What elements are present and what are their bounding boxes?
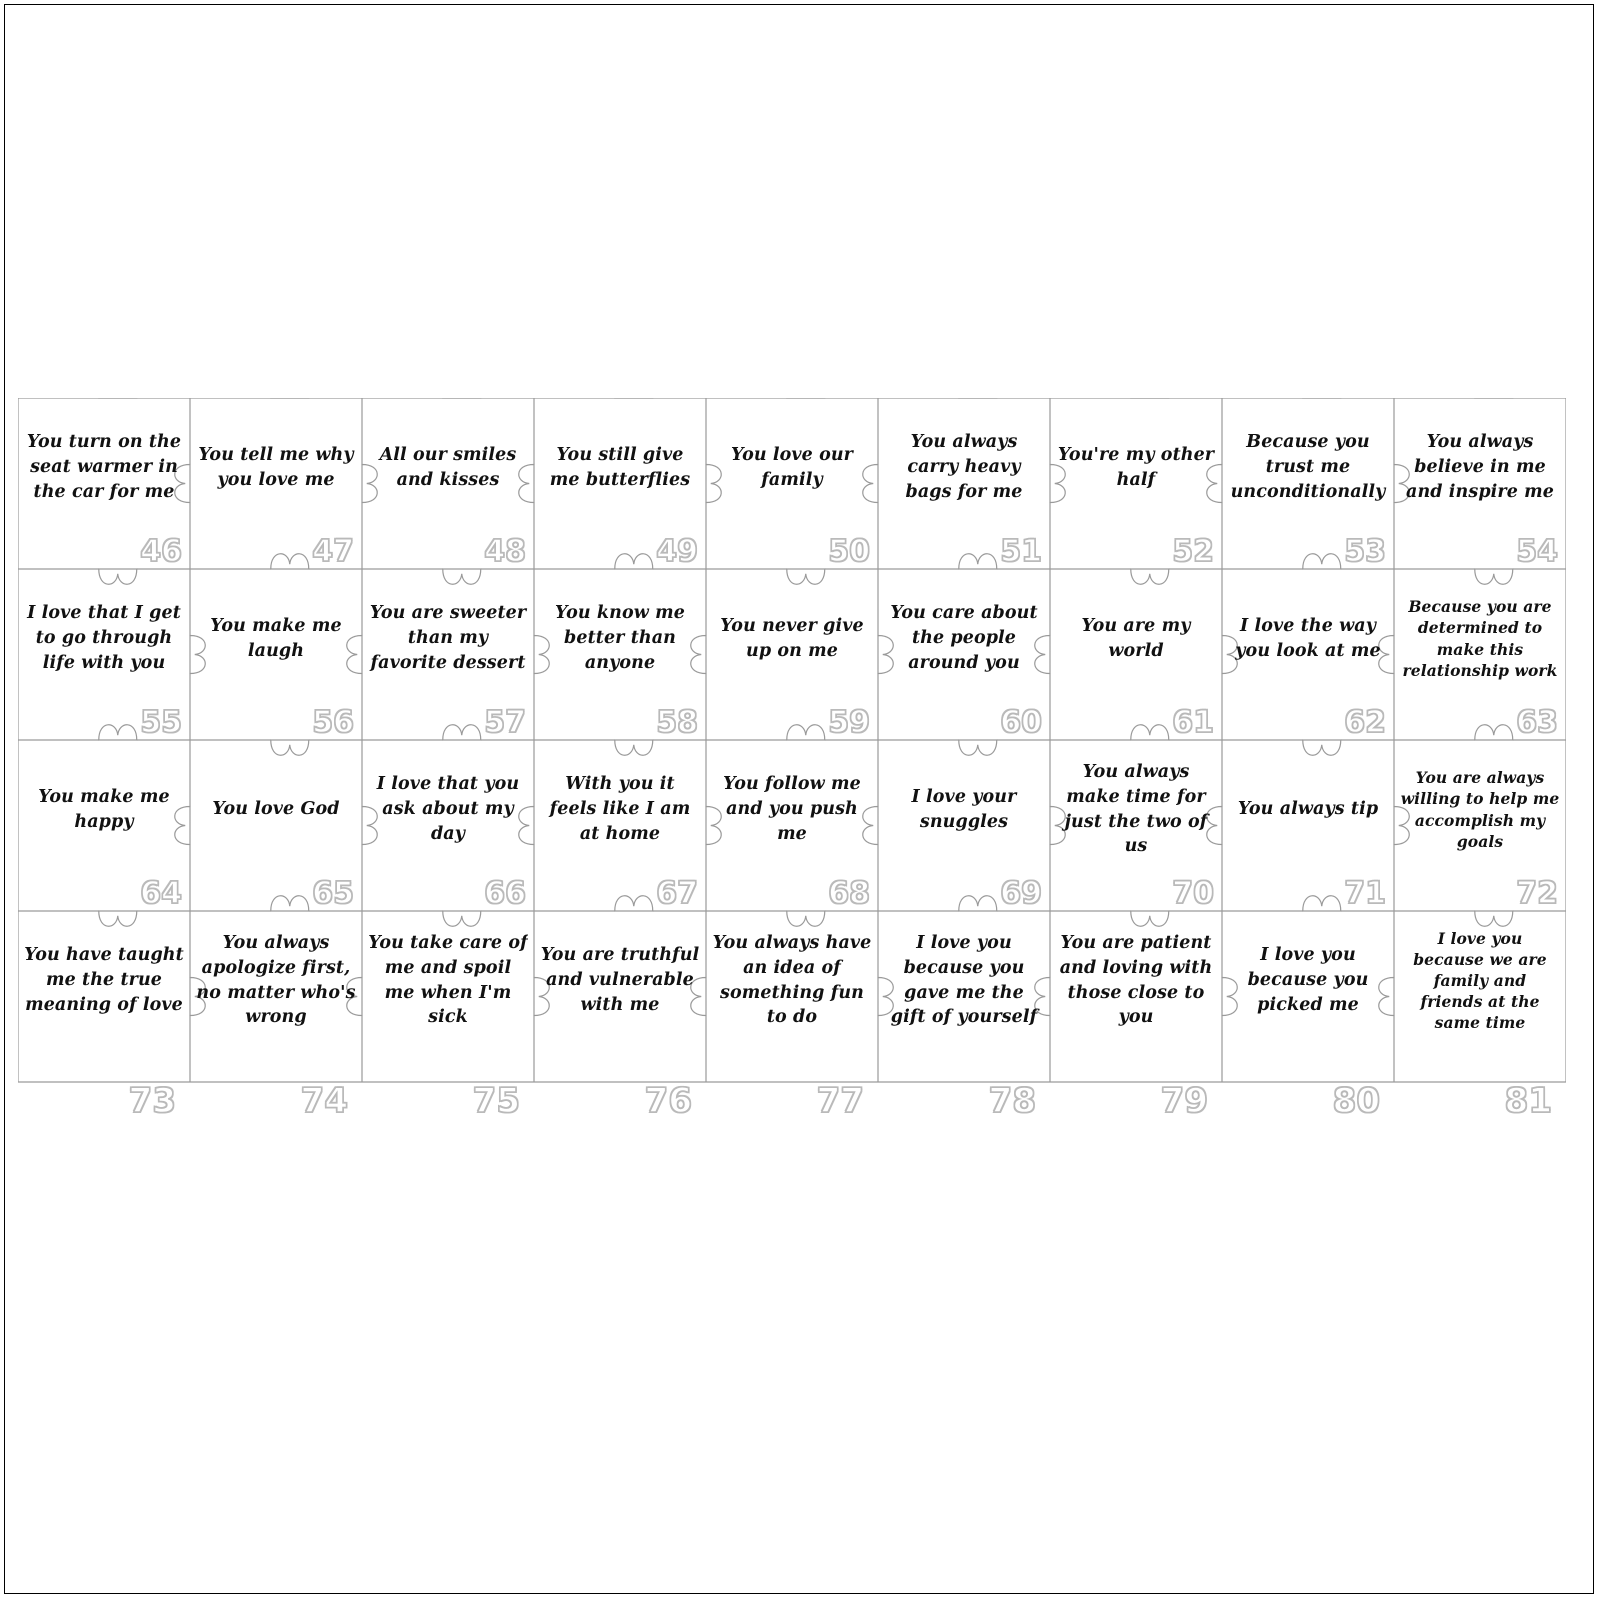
piece-text: You make me laugh (210, 615, 342, 661)
puzzle-piece[interactable] (1394, 398, 1566, 569)
piece-text: I love you because you gave me the gift of yourself (890, 932, 1038, 1028)
puzzle-piece[interactable] (706, 911, 878, 1121)
puzzle-piece[interactable] (18, 740, 190, 911)
piece-text: You always carry heavy bags for me (905, 432, 1023, 502)
piece-text: You make me happy (38, 786, 170, 832)
puzzle-grid (18, 398, 1566, 1126)
puzzle-piece[interactable] (1050, 398, 1222, 569)
piece-number: 74 (300, 1081, 348, 1121)
piece-text: You are sweeter than my favorite dessert (369, 603, 527, 673)
puzzle-piece[interactable] (878, 398, 1050, 569)
piece-number: 67 (656, 876, 698, 911)
piece-number: 81 (1504, 1081, 1552, 1121)
puzzle-piece[interactable] (190, 911, 362, 1121)
piece-text: You always have an idea of something fun to do (712, 932, 872, 1028)
piece-number: 66 (484, 876, 526, 911)
piece-number: 54 (1516, 534, 1558, 569)
piece-number: 64 (140, 876, 182, 911)
puzzle-piece[interactable] (1394, 569, 1566, 740)
piece-number: 51 (1000, 534, 1042, 569)
piece-text: You care about the people around you (890, 603, 1038, 673)
puzzle-piece[interactable] (1394, 740, 1566, 911)
puzzle-piece[interactable] (534, 740, 706, 911)
piece-number: 56 (312, 705, 354, 740)
piece-number: 75 (472, 1081, 520, 1121)
puzzle-piece[interactable] (534, 569, 706, 740)
piece-number: 58 (656, 705, 698, 740)
puzzle-piece[interactable] (1222, 398, 1394, 569)
piece-number: 53 (1344, 534, 1386, 569)
piece-text: I love your snuggles (911, 786, 1017, 832)
piece-text: You're my other half (1057, 444, 1215, 490)
piece-text: You are my world (1081, 615, 1191, 661)
piece-text: I love the way you look at me (1235, 615, 1381, 661)
puzzle-piece[interactable] (534, 398, 706, 569)
puzzle-piece[interactable] (362, 398, 534, 569)
piece-text: You have taught me the true meaning of love (24, 945, 184, 1015)
piece-text: You are always willing to help me accomplish my goals (1400, 768, 1560, 851)
puzzle-piece[interactable] (706, 569, 878, 740)
piece-text: I love that you ask about my day (376, 774, 520, 844)
piece-text: You love our family (731, 444, 853, 490)
piece-number: 60 (1000, 705, 1042, 740)
piece-text: You know me better than anyone (555, 603, 685, 673)
piece-text: You turn on the seat warmer in the car for me (26, 432, 182, 502)
piece-text: I love you because we are family and friends at the same time (1413, 928, 1547, 1033)
piece-number: 52 (1172, 534, 1214, 569)
puzzle-piece[interactable] (878, 569, 1050, 740)
piece-number: 57 (484, 705, 526, 740)
puzzle-piece[interactable] (1222, 911, 1394, 1121)
puzzle-board (18, 398, 1566, 1158)
piece-text: I love you because you picked me (1247, 945, 1369, 1015)
piece-number: 55 (140, 705, 182, 740)
puzzle-piece[interactable] (1222, 740, 1394, 911)
piece-number: 49 (656, 534, 698, 569)
piece-number: 69 (1000, 876, 1042, 911)
piece-number: 73 (128, 1081, 176, 1121)
piece-text: All our smiles and kisses (379, 444, 517, 490)
puzzle-piece[interactable] (18, 911, 190, 1121)
piece-number: 62 (1344, 705, 1386, 740)
piece-text: You are patient and loving with those close to you (1059, 932, 1213, 1028)
puzzle-piece[interactable] (534, 911, 706, 1121)
puzzle-piece[interactable] (18, 398, 190, 569)
piece-number: 59 (828, 705, 870, 740)
piece-number: 76 (644, 1081, 692, 1121)
puzzle-piece[interactable] (706, 398, 878, 569)
puzzle-piece[interactable] (1050, 740, 1222, 911)
piece-number: 78 (988, 1081, 1036, 1121)
piece-number: 79 (1160, 1081, 1208, 1121)
piece-text: You always believe in me and inspire me (1406, 432, 1554, 502)
piece-number: 77 (816, 1081, 864, 1121)
puzzle-piece[interactable] (706, 740, 878, 911)
puzzle-piece[interactable] (1050, 911, 1222, 1121)
piece-text: You love God (212, 799, 340, 820)
piece-number: 65 (312, 876, 354, 911)
puzzle-piece[interactable] (190, 740, 362, 911)
piece-text: You always tip (1237, 799, 1379, 820)
piece-number: 70 (1172, 876, 1214, 911)
piece-number: 61 (1172, 705, 1214, 740)
puzzle-piece[interactable] (1394, 911, 1566, 1121)
piece-text: You tell me why you love me (198, 444, 354, 490)
piece-text: With you it feels like I am at home (549, 774, 691, 844)
piece-number: 68 (828, 876, 870, 911)
puzzle-piece[interactable] (1222, 569, 1394, 740)
puzzle-piece[interactable] (18, 569, 190, 740)
puzzle-piece[interactable] (878, 740, 1050, 911)
piece-text: You always make time for just the two of us (1064, 761, 1208, 857)
piece-text: You always apologize first, no matter who's wrong (196, 932, 356, 1028)
puzzle-piece[interactable] (362, 740, 534, 911)
puzzle-piece[interactable] (362, 569, 534, 740)
piece-number: 63 (1516, 705, 1558, 740)
piece-text: You are truthful and vulnerable with me (540, 945, 700, 1015)
puzzle-piece[interactable] (1050, 569, 1222, 740)
piece-text: You still give me butterflies (549, 444, 691, 490)
piece-number: 46 (140, 534, 182, 569)
piece-text: I love that I get to go through life with you (27, 603, 181, 673)
puzzle-piece[interactable] (878, 911, 1050, 1121)
piece-number: 71 (1344, 876, 1386, 911)
piece-number: 50 (828, 534, 870, 569)
piece-text: You never give up on me (720, 615, 864, 661)
piece-text: You take care of me and spoil me when I'm sick (368, 932, 528, 1028)
piece-number: 47 (312, 534, 354, 569)
puzzle-piece[interactable] (190, 569, 362, 740)
puzzle-piece[interactable] (190, 398, 362, 569)
piece-text: Because you are determined to make this relationship work (1402, 597, 1558, 680)
piece-number: 80 (1332, 1081, 1380, 1121)
piece-text: You follow me and you push me (723, 774, 861, 844)
piece-number: 72 (1516, 876, 1558, 911)
piece-number: 48 (484, 534, 526, 569)
piece-text: Because you trust me unconditionally (1230, 432, 1386, 502)
puzzle-piece[interactable] (362, 911, 534, 1121)
